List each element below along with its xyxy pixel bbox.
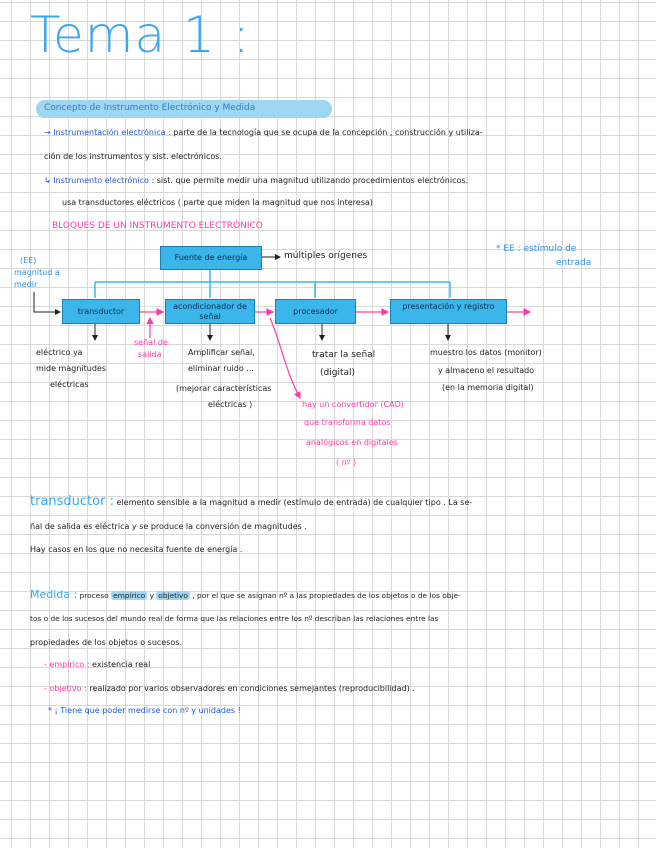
transductor-def-3: Hay casos en los que no necesita fuente de energía . [30, 545, 243, 554]
medida-hl-objetivo: objetivo [158, 591, 188, 600]
proc-desc-2: (digital) [320, 368, 355, 378]
transductor-def-2: ñal de salida es eléctrica y se produce la conversión de magnitudes . [30, 522, 307, 531]
transductor-desc-3: eléctricas [50, 380, 89, 389]
transductor-desc-1: eléctrico ya [36, 348, 83, 357]
transductor-line-1 [30, 494, 472, 509]
cad-note-4: ( nº ) [336, 458, 357, 467]
pres-desc-1: muestro los datos (monitor) [430, 348, 542, 357]
block-presentacion: presentación y registro [390, 299, 507, 324]
pres-desc-3: (en la memoria digital) [442, 383, 534, 392]
medida-note: * ¡ Tiene que poder medirse con nº y unidades ! [48, 706, 241, 715]
obj-term: - objetivo : [44, 684, 87, 693]
medida-objetivo [44, 684, 415, 693]
signal-out-2: salida [138, 350, 162, 359]
transductor-def-1: elemento sensible a la magnitud a medir (estímulo de entrada) de cualquier tipo . La se- [116, 498, 473, 507]
medida-line-3: propiedades de los objetos o sucesos. [30, 638, 182, 647]
medida-empirico [44, 660, 150, 669]
acond-desc-2: eliminar ruido ... [188, 364, 254, 373]
page-title: Tema 1 : [30, 6, 251, 64]
block-procesador: procesador [275, 299, 356, 324]
section-banner: Concepto de Instrumento Electrónico y Medida [44, 103, 256, 113]
cad-note-2: que transforma datos [304, 418, 391, 427]
input-label-2: magnitud a [14, 268, 60, 277]
medida-pre: proceso [79, 591, 109, 600]
acond-desc-4: eléctricas ) [208, 400, 253, 409]
cad-note-3: analógicos en digitales [306, 438, 398, 447]
medida-and: y [149, 591, 154, 600]
transductor-term: transductor : [30, 494, 114, 509]
medida-line-1-rest: , por el que se asignan nº a las propiedades de los objetos o de los obje- [192, 591, 461, 600]
ee-footnote-1: * EE : estímulo de [496, 244, 577, 254]
cad-note-1: hay un convertidor (CAD) [302, 400, 404, 409]
ee-footnote-2: entrada [556, 258, 592, 268]
medida-term: Medida : [30, 588, 78, 601]
block-transductor: transductor [62, 299, 140, 324]
ie-term: ↳ Instrumento electrónico : [44, 176, 155, 185]
input-label-1: (EE) [20, 256, 37, 265]
block-acondicionador: acondicionador de señal [165, 299, 255, 324]
signal-out-1: señal de [134, 338, 168, 347]
acond-desc-3: (mejorar características [176, 384, 272, 393]
medida-line-2: tos o de los sucesos del mundo real de forma que las relaciones entre los nº describan las relaciones entre las [30, 614, 439, 623]
instr-def-2: ción de los instrumentos y sist. electrónicos. [44, 152, 222, 161]
obj-def: realizado por varios observadores en condiciones semejantes (reproducibilidad) . [89, 684, 415, 693]
power-note: múltiples orígenes [284, 251, 368, 261]
emp-term: - empírico : [44, 660, 90, 669]
acond-desc-1: Amplificar señal, [188, 348, 255, 357]
ie-def: sist. que permite medir una magnitud utilizando procedimientos electrónicos. [156, 176, 469, 185]
transducers-note: usa transductores eléctricos ( parte que miden la magnitud que nos interesa) [62, 198, 373, 207]
medida-line-1 [30, 588, 461, 601]
transductor-desc-2: mide magnitudes [36, 364, 106, 373]
medida-hl-empirico: empírico [113, 591, 146, 600]
proc-desc-1: tratar la señal [312, 350, 376, 360]
emp-def: existencia real [92, 660, 151, 669]
power-source-box: Fuente de energía [160, 246, 262, 270]
instr-def-1: parte de la tecnología que se ocupa de la concepción , construcción y utiliza- [173, 128, 483, 137]
blocks-heading: BLOQUES DE UN INSTRUMENTO ELECTRÓNICO [52, 221, 263, 231]
pres-desc-2: y almaceno el resultado [438, 366, 535, 375]
input-label-3: medir [14, 280, 38, 289]
instr-term: → Instrumentación electrónica : [44, 128, 171, 137]
